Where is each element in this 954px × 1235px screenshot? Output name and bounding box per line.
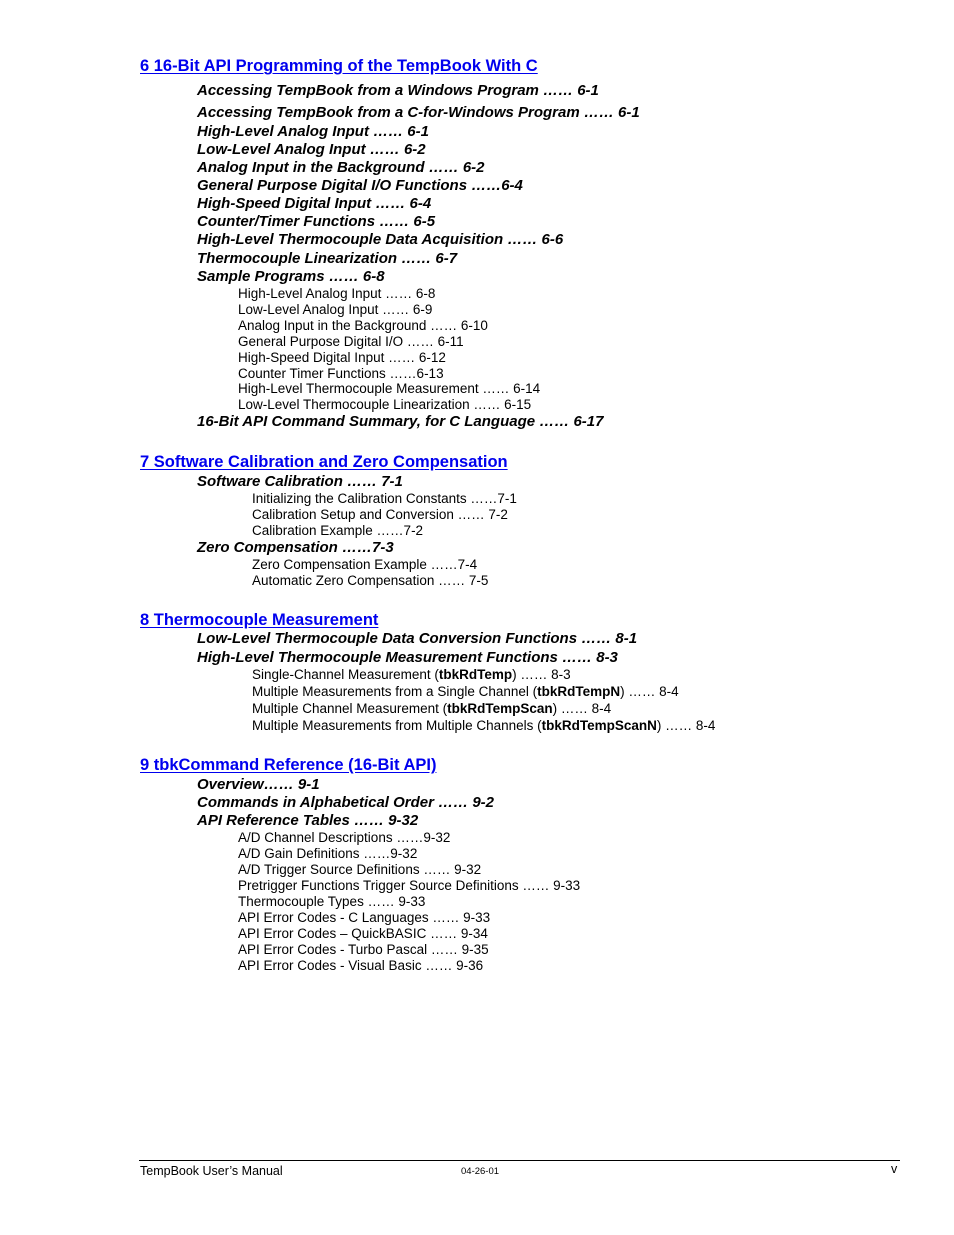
toc-subentry: API Error Codes - Turbo Pascal …… 9-35 <box>238 942 489 957</box>
toc-subentry: Calibration Example ……7-2 <box>252 523 424 538</box>
toc-subentry: Multiple Measurements from a Single Channel (tbkRdTempN) …… 8-4 <box>252 684 679 699</box>
command-name: tbkRdTempScan <box>447 701 553 716</box>
toc-subentry: Initializing the Calibration Constants ……7-1 <box>252 491 517 506</box>
toc-entry: Sample Programs …… 6-8 <box>197 268 385 285</box>
toc-entry: High-Level Thermocouple Measurement Functions …… 8-3 <box>197 649 618 666</box>
toc-subentry: Automatic Zero Compensation …… 7-5 <box>252 573 489 588</box>
toc-entry: Accessing TempBook from a Windows Program …… 6-1 <box>197 82 599 99</box>
chapter-9-link[interactable]: 9 tbkCommand Reference (16-Bit API) <box>140 756 437 774</box>
toc-subentry: Thermocouple Types …… 9-33 <box>238 894 426 909</box>
chapter-8-link[interactable]: 8 Thermocouple Measurement <box>140 611 379 629</box>
toc-entry: Software Calibration …… 7-1 <box>197 473 403 490</box>
toc-subentry: Calibration Setup and Conversion …… 7-2 <box>252 507 508 522</box>
toc-entry: Zero Compensation ……7-3 <box>197 539 394 556</box>
toc-entry: Counter/Timer Functions …… 6-5 <box>197 213 436 230</box>
toc-subentry: High-Level Analog Input …… 6-8 <box>238 286 436 301</box>
toc-subentry: Analog Input in the Background …… 6-10 <box>238 318 488 333</box>
toc-entry: API Reference Tables …… 9-32 <box>197 812 419 829</box>
toc-entry: Accessing TempBook from a C-for-Windows Program …… 6-1 <box>197 104 640 121</box>
command-name: tbkRdTemp <box>438 667 513 682</box>
command-name: tbkRdTempScanN <box>541 718 657 733</box>
toc-subentry: High-Level Thermocouple Measurement …… 6-14 <box>238 381 541 396</box>
toc-subentry: API Error Codes - Visual Basic …… 9-36 <box>238 958 484 973</box>
toc-entry: Low-Level Thermocouple Data Conversion Functions …… 8-1 <box>197 630 638 647</box>
footer-date: 04-26-01 <box>461 1166 500 1177</box>
toc-subentry: Multiple Channel Measurement (tbkRdTempScan) …… 8-4 <box>252 701 612 716</box>
toc-entry: General Purpose Digital I/O Functions ……6-4 <box>197 177 523 194</box>
toc-subentry: Counter Timer Functions ……6-13 <box>238 366 444 381</box>
toc-subentry: A/D Channel Descriptions ……9-32 <box>238 830 451 845</box>
footer-divider <box>139 1160 900 1161</box>
toc-subentry: Low-Level Analog Input …… 6-9 <box>238 302 433 317</box>
toc-entry: Commands in Alphabetical Order …… 9-2 <box>197 794 495 811</box>
toc-subentry: Single-Channel Measurement (tbkRdTemp) …… 8-3 <box>252 667 571 682</box>
toc-entry: Analog Input in the Background …… 6-2 <box>197 159 485 176</box>
toc-subentry: A/D Trigger Source Definitions …… 9-32 <box>238 862 482 877</box>
toc-entry: High-Speed Digital Input …… 6-4 <box>197 195 432 212</box>
toc-subentry: Multiple Measurements from Multiple Channels (tbkRdTempScanN) …… 8-4 <box>252 718 716 733</box>
toc-entry: Low-Level Analog Input …… 6-2 <box>197 141 426 158</box>
chapter-7-link[interactable]: 7 Software Calibration and Zero Compensation <box>140 453 508 471</box>
toc-subentry: Pretrigger Functions Trigger Source Definitions …… 9-33 <box>238 878 581 893</box>
footer-manual-title: TempBook User’s Manual <box>140 1164 283 1178</box>
toc-entry: 16-Bit API Command Summary, for C Language …… 6-17 <box>197 413 604 430</box>
command-name: tbkRdTempN <box>537 684 621 699</box>
toc-entry: High-Level Thermocouple Data Acquisition …… 6-6 <box>197 231 564 248</box>
toc-subentry: A/D Gain Definitions ……9-32 <box>238 846 418 861</box>
toc-subentry: API Error Codes – QuickBASIC …… 9-34 <box>238 926 488 941</box>
toc-entry: High-Level Analog Input …… 6-1 <box>197 123 429 140</box>
toc-subentry: API Error Codes - C Languages …… 9-33 <box>238 910 491 925</box>
toc-subentry: General Purpose Digital I/O …… 6-11 <box>238 334 464 349</box>
toc-subentry: Low-Level Thermocouple Linearization …… 6-15 <box>238 397 532 412</box>
toc-subentry: Zero Compensation Example ……7-4 <box>252 557 478 572</box>
toc-entry: Thermocouple Linearization …… 6-7 <box>197 250 458 267</box>
toc-entry: Overview…… 9-1 <box>197 776 320 793</box>
toc-subentry: High-Speed Digital Input …… 6-12 <box>238 350 446 365</box>
footer-page-number: v <box>891 1162 898 1176</box>
chapter-6-link[interactable]: 6 16-Bit API Programming of the TempBook With C <box>140 57 538 75</box>
